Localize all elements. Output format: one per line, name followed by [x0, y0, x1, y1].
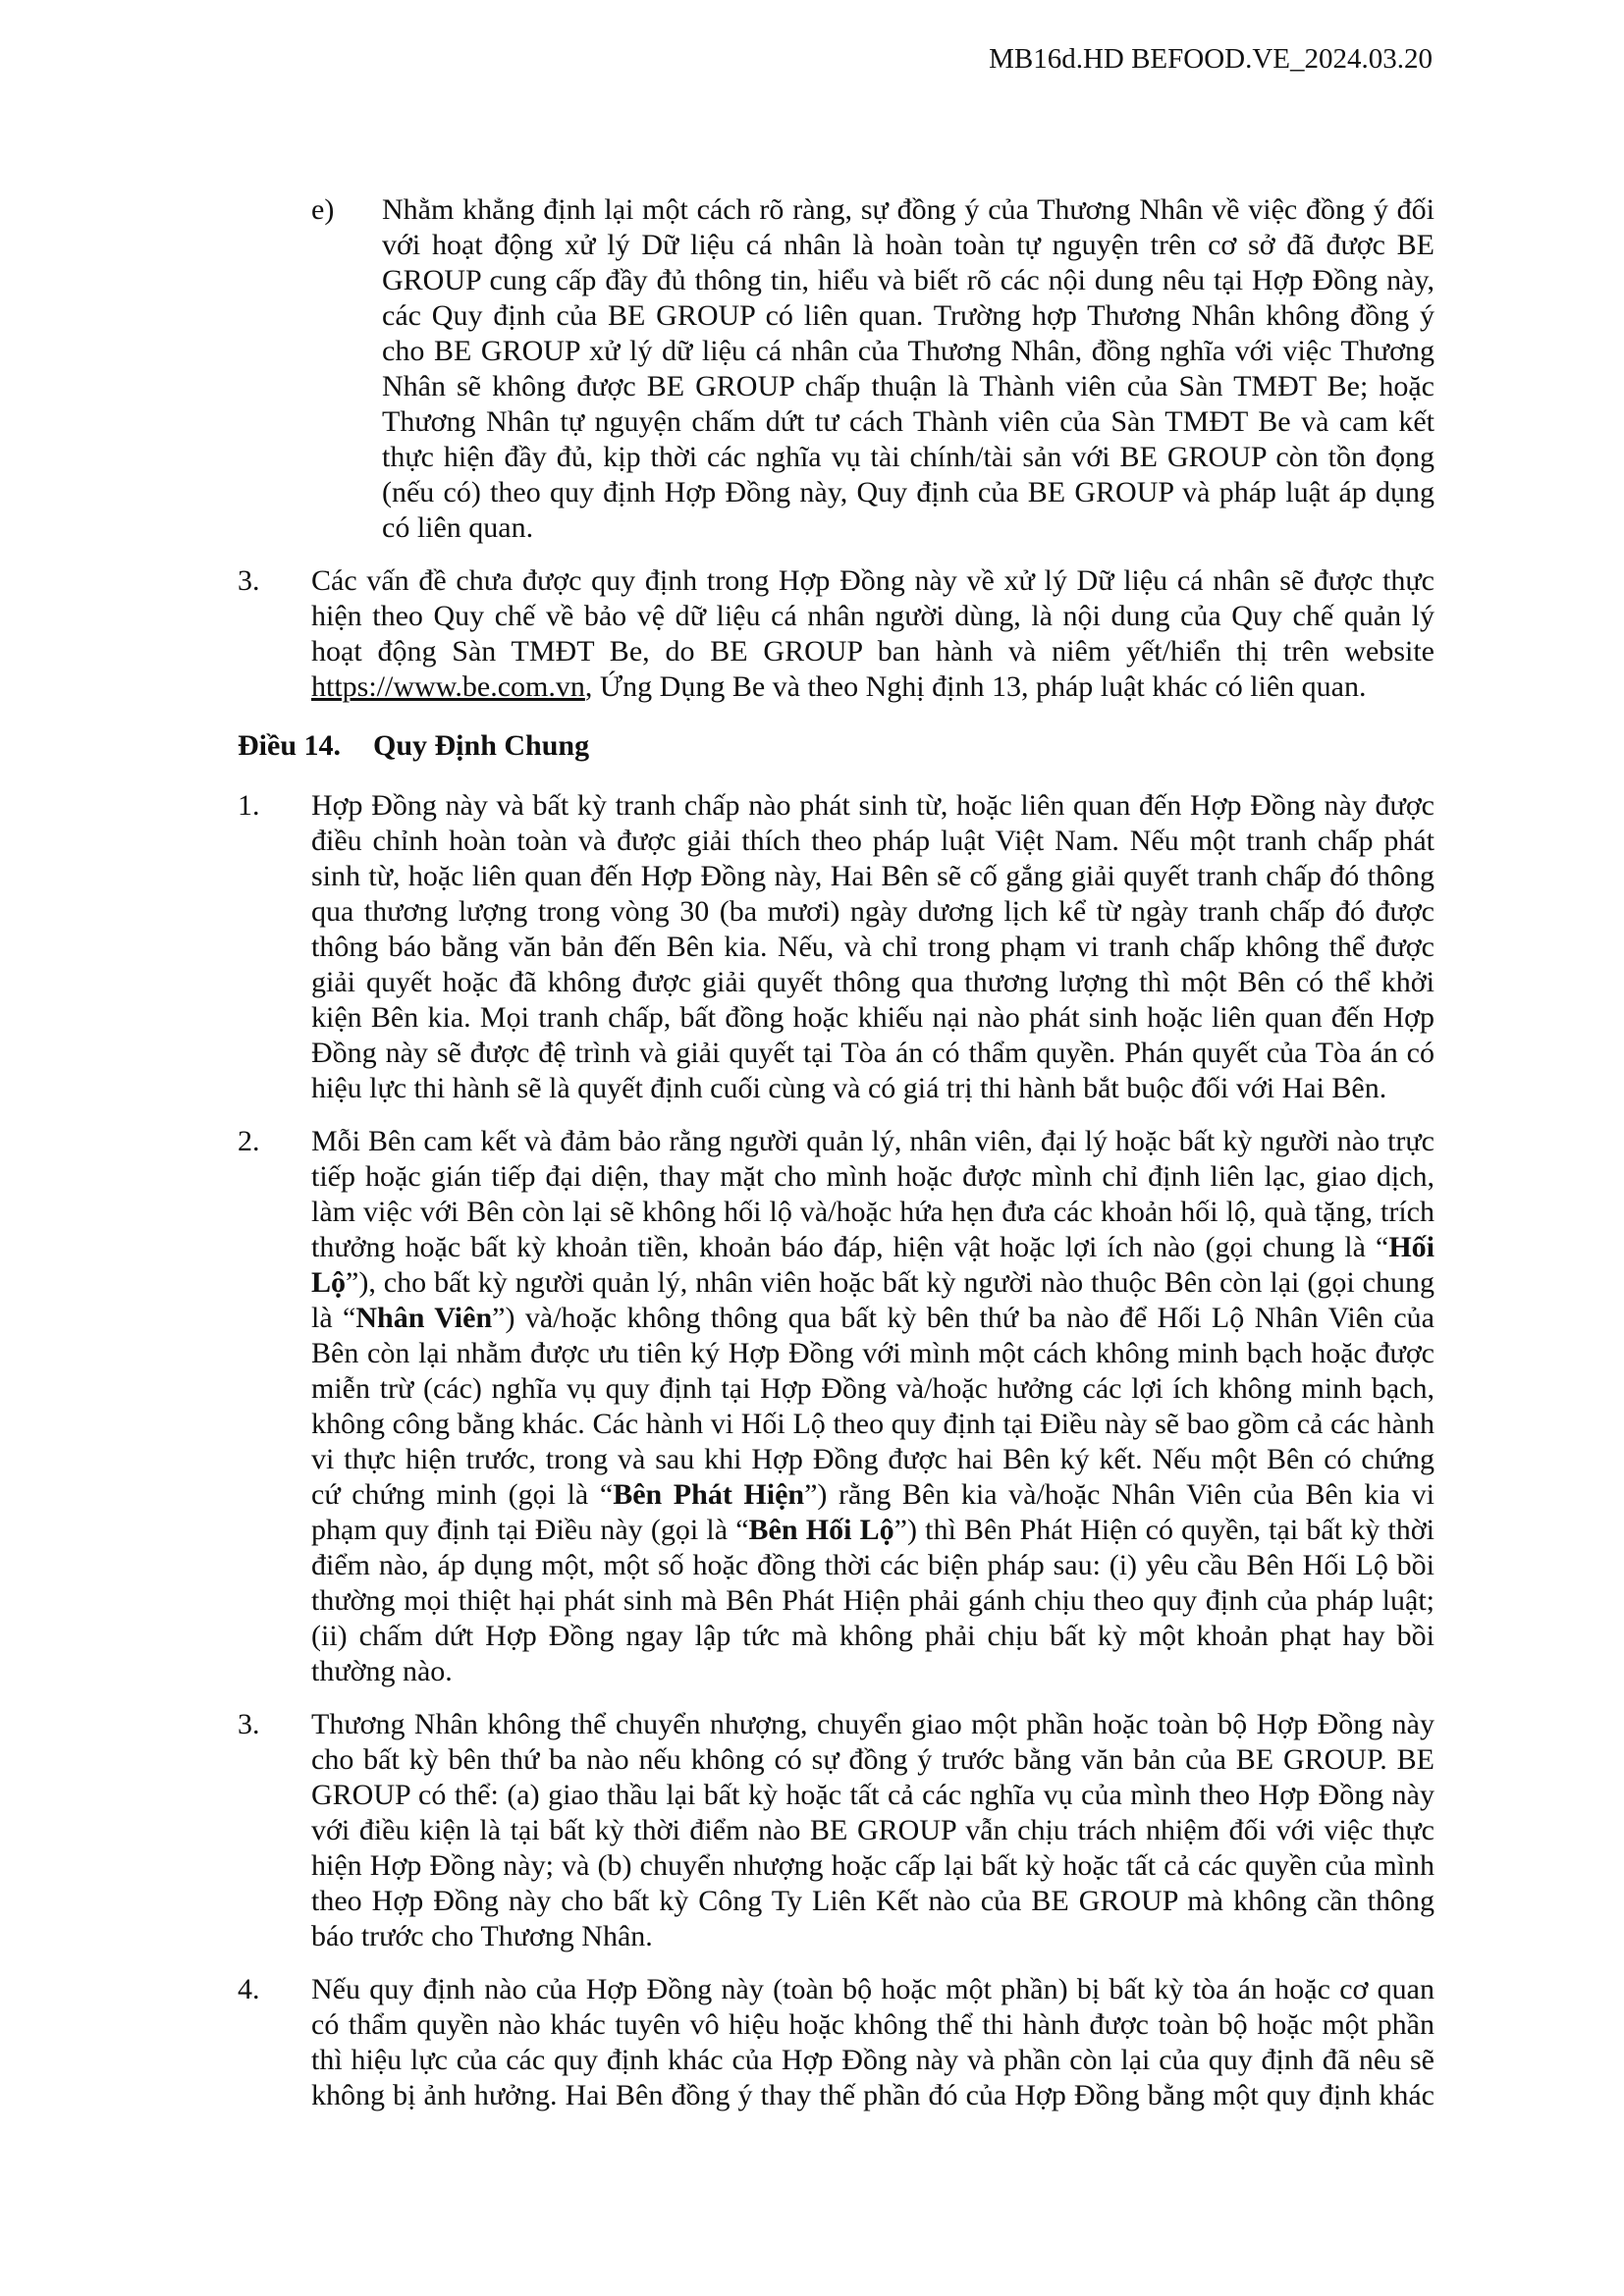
text-line: hiện Hợp Đồng này; và (b) chuyển nhượng hoặc cấp lại bất kỳ hoặc tất cả các quyền của mình — [311, 1849, 1435, 1882]
text-line: miễn trừ (các) nghĩa vụ quy định tại Hợp Đồng và/hoặc hưởng các lợi ích không minh bạch, — [311, 1372, 1435, 1405]
clause-4 — [238, 1972, 1435, 2113]
text-line: giải quyết hoặc đã không được giải quyết thông qua thương lượng thì một Bên có thể khởi — [311, 966, 1435, 998]
text-line: Thương Nhân tự nguyện chấm dứt tư cách Thành viên của Sàn TMĐT Be và cam kết — [382, 405, 1435, 438]
text-line: sinh từ, hoặc liên quan đến Hợp Đồng này, Hai Bên sẽ cố gắng giải quyết tranh chấp đó thông — [311, 860, 1435, 892]
text-run: cứ chứng minh (gọi là “ — [311, 1478, 614, 1511]
list-item-label: e) — [311, 193, 335, 226]
text-line: GROUP có thể: (a) giao thầu lại bất kỳ hoặc tất cả các nghĩa vụ của mình theo Hợp Đồng này — [311, 1779, 1435, 1811]
text-line: thì hiệu lực của các quy định khác của Hợp Đồng này và phần còn lại của quy định đã nêu sẽ — [311, 2044, 1435, 2076]
text-line: điểm nào, áp dụng một, một số hoặc đồng thời các biện pháp sau: (i) yêu cầu Bên Hối Lộ bồi — [311, 1549, 1435, 1581]
text-line: (ii) chấm dứt Hợp Đồng ngay lập tức mà không phải chịu bất kỳ một khoản phạt hay bồi — [311, 1620, 1435, 1652]
text-run: ”) rằng Bên kia và/hoặc Nhân Viên của Bên kia vi — [804, 1478, 1435, 1511]
defined-term: Hối — [1388, 1231, 1435, 1263]
paragraph — [311, 563, 1435, 705]
clause-number: 2. — [238, 1125, 260, 1157]
clause-3 — [238, 1707, 1435, 1954]
text-line: kiện Bên kia. Mọi tranh chấp, bất đồng hoặc khiếu nại nào phát sinh hoặc liên quan đến Hợp — [311, 1001, 1435, 1034]
text-line: Đồng này sẽ được đệ trình và giải quyết tại Tòa án có thẩm quyền. Phán quyết của Tòa án có — [311, 1037, 1435, 1069]
text-line: Nếu quy định nào của Hợp Đồng này (toàn bộ hoặc một phần) bị bất kỳ tòa án hoặc cơ quan — [311, 1973, 1435, 2005]
clause-number: 3. — [238, 1708, 260, 1740]
clause-1 — [238, 788, 1435, 1106]
text-run: ”) và/hoặc không thông qua bất kỳ bên thứ ba nào để Hối Lộ Nhân Viên của — [492, 1302, 1435, 1334]
text-line — [311, 1230, 1435, 1265]
text-line: Các vấn đề chưa được quy định trong Hợp Đồng này về xử lý Dữ liệu cá nhân sẽ được thực — [311, 564, 1435, 597]
text-run: thưởng hoặc bất kỳ khoản tiền, khoản báo đáp, hiện vật hoặc lợi ích nào (gọi chung là “ — [311, 1231, 1389, 1263]
text-line: điều chỉnh hoàn toàn và được giải thích theo pháp luật Việt Nam. Nếu một tranh chấp phát — [311, 825, 1435, 857]
text-line: GROUP cung cấp đầy đủ thông tin, hiểu và biết rõ các nội dung nêu tại Hợp Đồng này, — [382, 264, 1435, 296]
text-line: hiện theo Quy chế về bảo vệ dữ liệu cá nhân người dùng, là nội dung của Quy chế quản lý — [311, 600, 1435, 632]
text-line — [311, 669, 1435, 705]
clause-number: 4. — [238, 1973, 260, 2005]
text-line: với điều kiện là tại bất kỳ thời điểm nào BE GROUP vẫn chịu trách nhiệm đối với việc thực — [311, 1814, 1435, 1846]
text-line: thường mọi thiệt hại phát sinh mà Bên Phát Hiện phải gánh chịu theo quy định của pháp luật; — [311, 1584, 1435, 1617]
text-line: qua thương lượng trong vòng 30 (ba mươi) ngày dương lịch kể từ ngày tranh chấp đó được — [311, 895, 1435, 928]
text-line: Nhằm khẳng định lại một cách rõ ràng, sự đồng ý của Thương Nhân về việc đồng ý đối — [382, 193, 1435, 226]
text-run: là “ — [311, 1302, 356, 1334]
website-link[interactable]: https://www.be.com.vn — [311, 670, 585, 703]
text-line: Thương Nhân không thể chuyển nhượng, chuyển giao một phần hoặc toàn bộ Hợp Đồng này — [311, 1708, 1435, 1740]
text-line: thông báo bằng văn bản đến Bên kia. Nếu, và chỉ trong phạm vi tranh chấp không thể được — [311, 931, 1435, 963]
text-line: làm việc với Bên còn lại sẽ không hối lộ và/hoặc hứa hẹn đưa các khoản hối lộ, quà tặng, trích — [311, 1196, 1435, 1228]
clause-number: 1. — [238, 789, 260, 822]
defined-term: Bên Hối Lộ — [748, 1514, 894, 1546]
text-line: hiệu lực thi hành sẽ là quyết định cuối cùng và có giá trị thi hành bắt buộc đối với Hai Bên. — [311, 1072, 1387, 1104]
document-code: MB16d.HD BEFOOD.VE_2024.03.20 — [989, 43, 1433, 75]
paragraph — [311, 1124, 1435, 1689]
defined-term: Nhân Viên — [355, 1302, 493, 1334]
defined-term: Lộ — [311, 1266, 347, 1299]
paragraph — [311, 1972, 1435, 2113]
text-line: thực hiện đầy đủ, kịp thời các nghĩa vụ tài chính/tài sản với BE GROUP còn tồn đọng — [382, 441, 1435, 473]
clause-2 — [238, 1124, 1435, 1689]
text-run: , Ứng Dụng Be và theo Nghị định 13, pháp luật khác có liên quan. — [584, 670, 1367, 703]
clause-3-personal-data — [238, 563, 1435, 705]
text-line: cho bất kỳ bên thứ ba nào nếu không có sự đồng ý trước bằng văn bản của BE GROUP. BE — [311, 1743, 1435, 1776]
article-number: Điều 14. — [238, 729, 341, 762]
paragraph — [382, 192, 1435, 546]
paragraph — [311, 1707, 1435, 1954]
text-line: báo trước cho Thương Nhân. — [311, 1920, 653, 1952]
article-title: Quy Định Chung — [373, 729, 590, 762]
text-line: thường nào. — [311, 1655, 453, 1687]
text-line: cho BE GROUP xử lý dữ liệu cá nhân của Thương Nhân, đồng nghĩa với việc Thương — [382, 335, 1435, 367]
text-line: với hoạt động xử lý Dữ liệu cá nhân là hoàn toàn tự nguyện trên cơ sở đã được BE — [382, 229, 1435, 261]
document-body — [238, 192, 1435, 2113]
text-line: (nếu có) theo quy định Hợp Đồng này, Quy định của BE GROUP và pháp luật áp dụng — [382, 476, 1435, 508]
text-line — [311, 1265, 1435, 1301]
text-line: không công bằng khác. Các hành vi Hối Lộ theo quy định tại Điều này sẽ bao gồm cả các hành — [311, 1408, 1435, 1440]
text-line: theo Hợp Đồng này cho bất kỳ Công Ty Liên Kết nào của BE GROUP mà không cần thông — [311, 1885, 1435, 1917]
text-line: Bên còn lại nhằm được ưu tiên ký Hợp Đồng với mình một cách không minh bạch hoặc được — [311, 1337, 1435, 1369]
text-line: hoạt động Sàn TMĐT Be, do BE GROUP ban hành và niêm yết/hiển thị trên website — [311, 635, 1435, 667]
text-line — [311, 1301, 1435, 1336]
clause-number: 3. — [238, 564, 260, 597]
text-line — [311, 1477, 1435, 1513]
text-line: có thẩm quyền nào khác tuyên vô hiệu hoặc không thể thi hành được toàn bộ hoặc một phần — [311, 2008, 1435, 2041]
paragraph — [311, 788, 1435, 1106]
text-line: có liên quan. — [382, 511, 534, 544]
list-item-e — [238, 192, 1435, 546]
text-run: ”), cho bất kỳ người quản lý, nhân viên hoặc bất kỳ người nào thuộc Bên còn lại (gọi chung — [346, 1266, 1435, 1299]
text-run: phạm quy định tại Điều này (gọi là “ — [311, 1514, 749, 1546]
article-heading — [238, 728, 1435, 764]
text-run: ”) thì Bên Phát Hiện có quyền, tại bất kỳ thời — [893, 1514, 1435, 1546]
text-line: vi thực hiện trước, trong và sau khi Hợp Đồng được hai Bên ký kết. Nếu một Bên có chứng — [311, 1443, 1435, 1475]
text-line — [311, 1513, 1435, 1548]
text-line: không bị ảnh hưởng. Hai Bên đồng ý thay thế phần đó của Hợp Đồng bằng một quy định khác — [311, 2079, 1435, 2111]
text-line: Mỗi Bên cam kết và đảm bảo rằng người quản lý, nhân viên, đại lý hoặc bất kỳ người nào trực — [311, 1125, 1435, 1157]
defined-term: Bên Phát Hiện — [613, 1478, 805, 1511]
text-line: tiếp hoặc gián tiếp đại diện, thay mặt cho mình hoặc được mình chỉ định liên lạc, giao dịch, — [311, 1160, 1435, 1193]
text-line: các Quy định của BE GROUP có liên quan. Trường hợp Thương Nhân không đồng ý — [382, 299, 1435, 332]
text-line: Nhân sẽ không được BE GROUP chấp thuận là Thành viên của Sàn TMĐT Be; hoặc — [382, 370, 1435, 402]
text-line: Hợp Đồng này và bất kỳ tranh chấp nào phát sinh từ, hoặc liên quan đến Hợp Đồng này được — [311, 789, 1435, 822]
